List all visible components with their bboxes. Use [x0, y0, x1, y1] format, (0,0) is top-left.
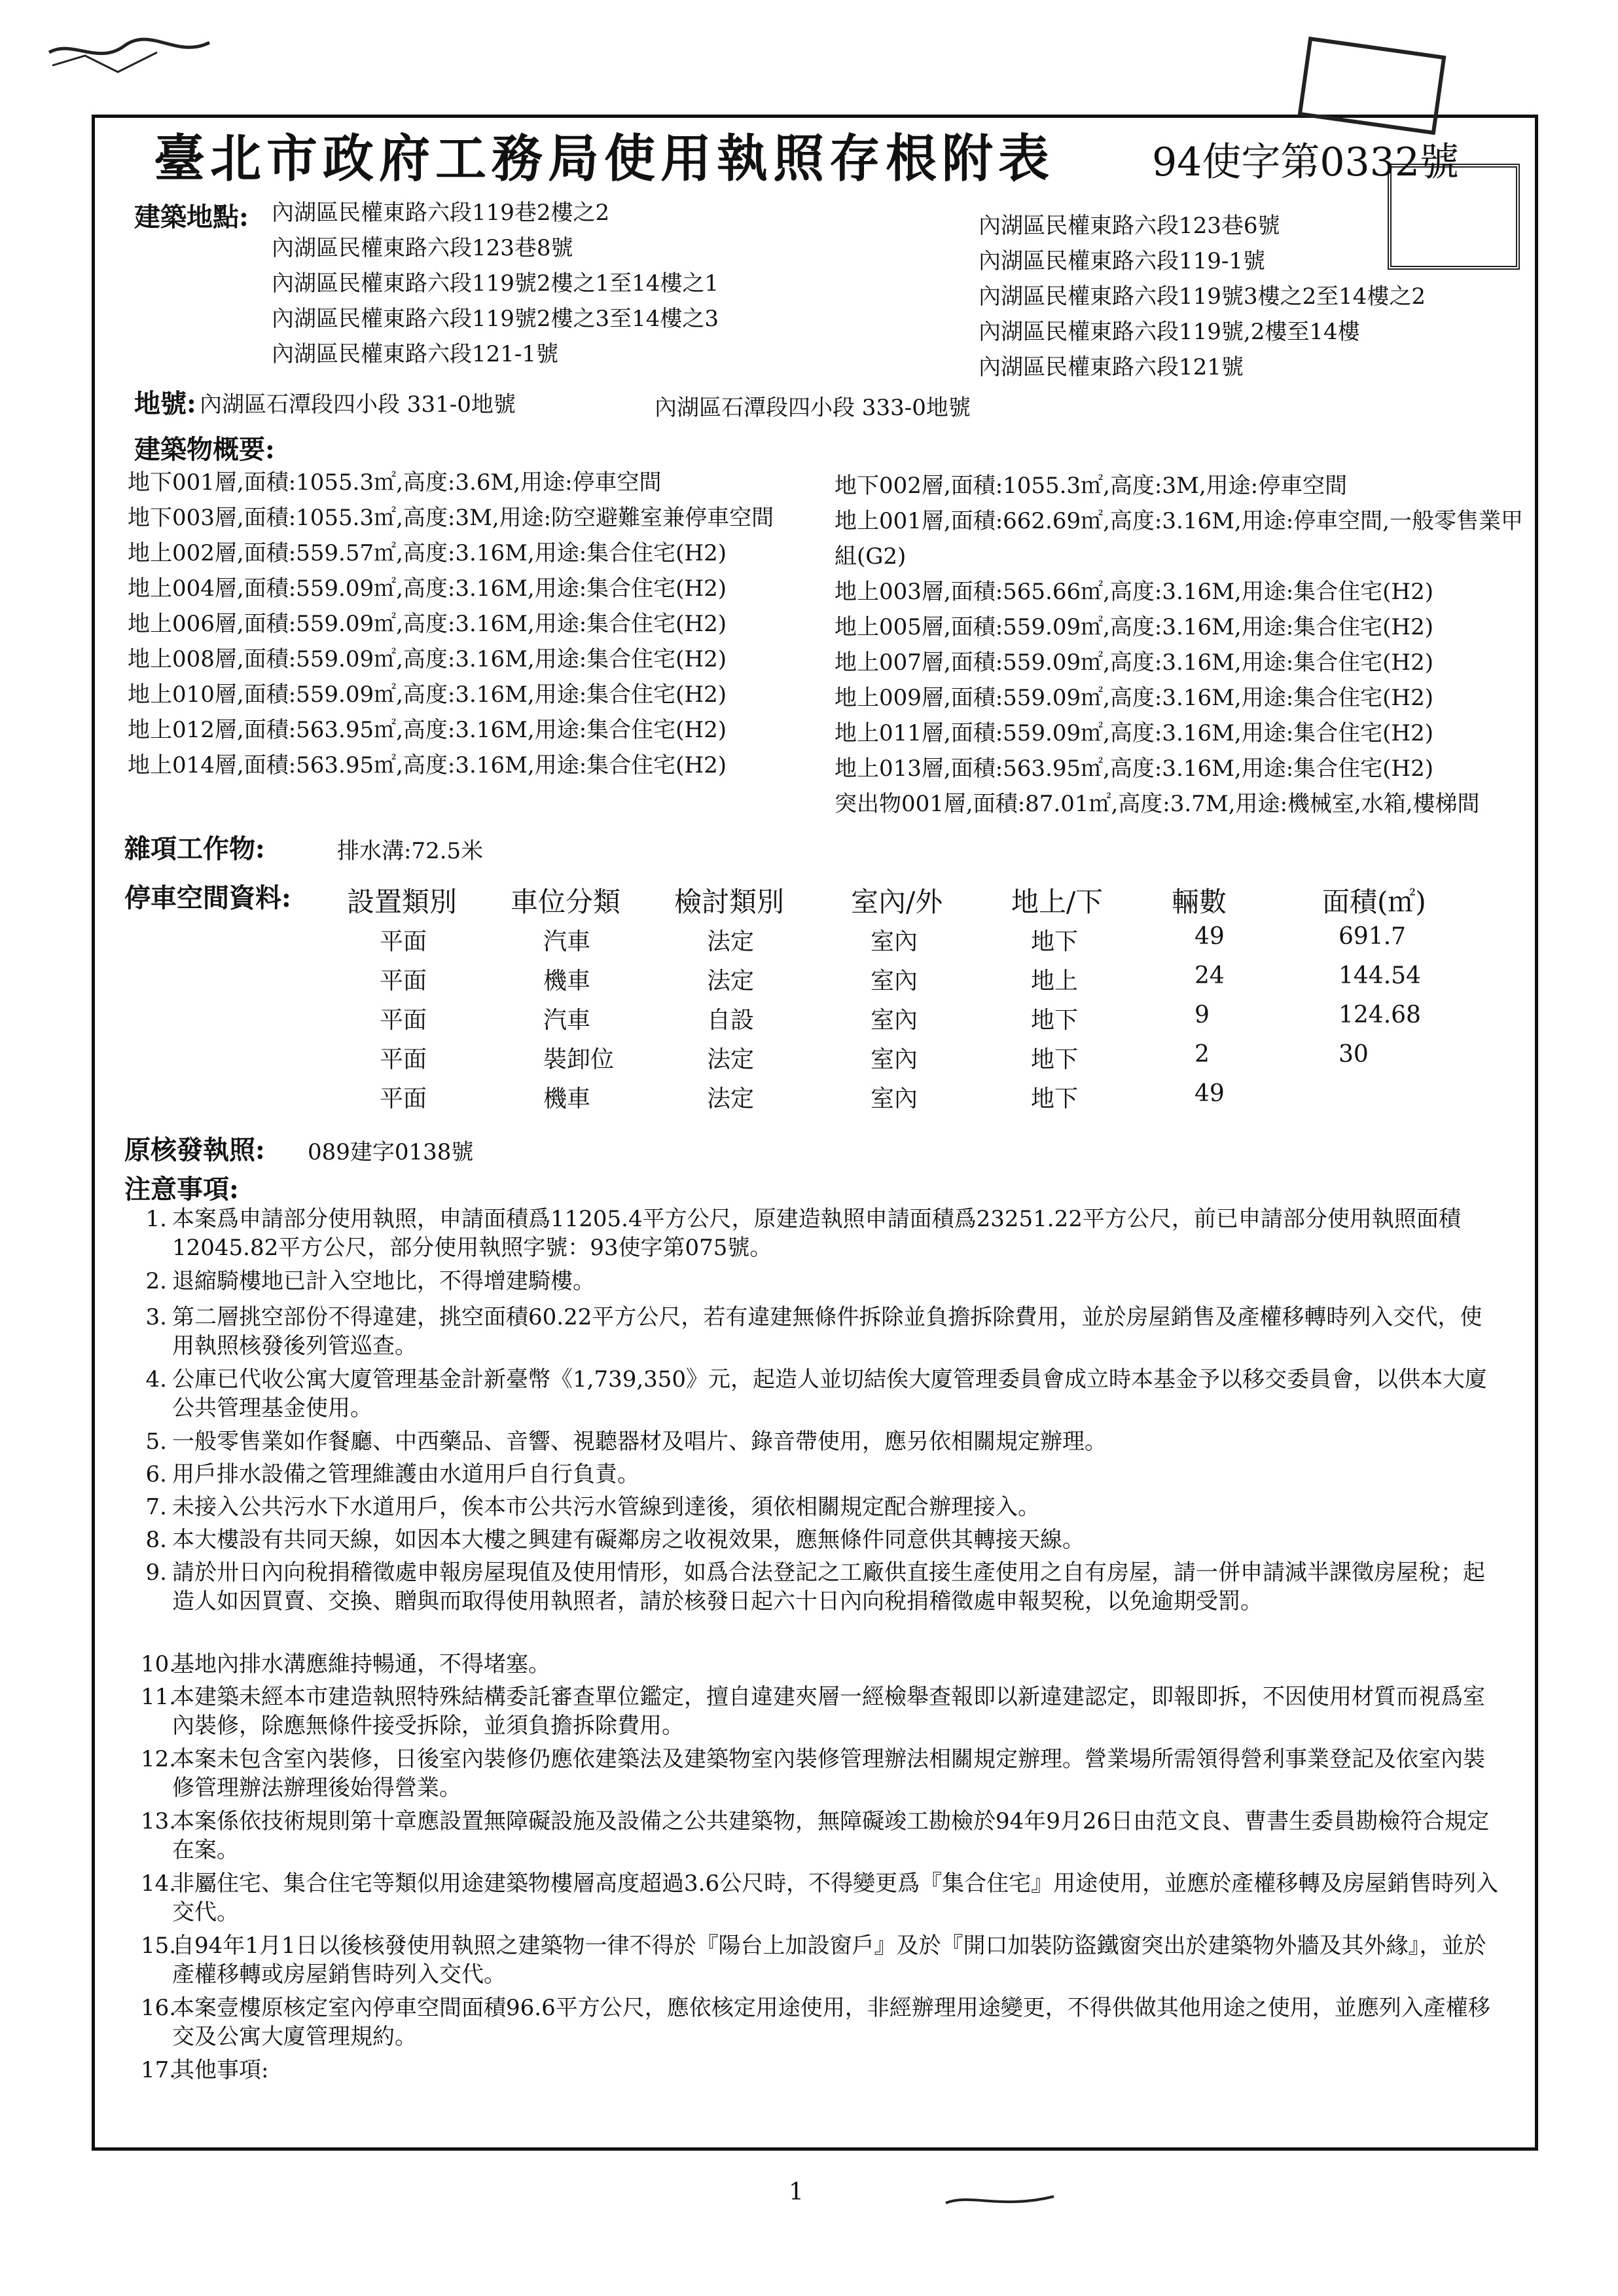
note-number: 12.	[141, 1746, 177, 1772]
parking-cell: 自設	[707, 1007, 755, 1034]
misc-works-label: 雜項工作物:	[124, 833, 265, 864]
parking-header-cell: 檢討類別	[674, 886, 785, 918]
overview-right	[835, 468, 1528, 822]
site-address-line: 內湖區民權東路六段119號2樓之3至14樓之3	[272, 306, 719, 332]
site-address-line: 內湖區民權東路六段119巷2樓之2	[272, 200, 610, 226]
site-address-right	[979, 208, 1426, 385]
note-number: 4.	[145, 1366, 167, 1393]
note-number: 11.	[141, 1684, 177, 1710]
note-number: 7.	[145, 1494, 167, 1520]
parking-cell: 地下	[1031, 1085, 1079, 1112]
parking-cell: 平面	[380, 1007, 427, 1034]
misc-works-value: 排水溝:72.5米	[337, 838, 484, 864]
floor-entry: 地上012層,面積:563.95㎡,高度:3.16M,用途:集合住宅(H2)	[128, 717, 727, 743]
parking-cell: 49	[1195, 923, 1225, 950]
parking-cell: 平面	[380, 928, 427, 955]
parking-cell: 機車	[543, 1085, 591, 1112]
note-item	[141, 1745, 1515, 1802]
parking-header-cell: 設置類別	[347, 886, 458, 918]
note-item	[141, 1683, 1515, 1740]
table-row	[0, 1080, 1618, 1120]
original-permit-value: 089建字0138號	[308, 1139, 474, 1165]
floor-entry: 地上009層,面積:559.09㎡,高度:3.16M,用途:集合住宅(H2)	[835, 685, 1433, 711]
site-address-left	[272, 195, 719, 372]
scan-mark-top-left	[46, 26, 216, 79]
page-number: 1	[789, 2179, 804, 2206]
parking-cell: 汽車	[543, 1007, 591, 1034]
note-item	[141, 1525, 1515, 1554]
parking-cell: 室內	[871, 968, 918, 994]
note-text: 自94年1月1日以後核發使用執照之建築物一律不得於『陽台上加設窗戶』及於『開口加裝防盜鐵窗突出於建築物外牆及其外緣』，並於產權移轉或房屋銷售時列入交代。	[172, 1933, 1486, 1988]
floor-entry: 地上005層,面積:559.09㎡,高度:3.16M,用途:集合住宅(H2)	[835, 614, 1433, 640]
note-item	[141, 1303, 1515, 1360]
original-permit-label: 原核發執照:	[124, 1135, 265, 1165]
floor-entry: 突出物001層,面積:87.01㎡,高度:3.7M,用途:機械室,水箱,樓梯間	[835, 791, 1480, 817]
note-text: 基地內排水溝應維持暢通，不得堵塞。	[172, 1651, 550, 1677]
note-item	[141, 1205, 1515, 1262]
note-item	[141, 1427, 1515, 1456]
note-item	[141, 1931, 1515, 1989]
note-item	[141, 1267, 1515, 1296]
table-row	[0, 1041, 1618, 1080]
parking-header-cell: 車位分類	[511, 886, 621, 918]
site-address-label: 建築地點:	[134, 202, 249, 232]
parking-cell: 9	[1195, 1002, 1210, 1029]
note-text: 公庫已代收公寓大廈管理基金計新臺幣《1,739,350》元，起造人並切結俟大廈管理委員會成立時本基金予以移交委員會，以供本大廈公共管理基金使用。	[172, 1366, 1488, 1421]
note-text: 未接入公共污水下水道用戶，俟本市公共污水管線到達後，須依相關規定配合辦理接入。	[172, 1494, 1040, 1520]
parking-cell: 平面	[380, 1046, 427, 1073]
parking-cell: 地上	[1031, 968, 1079, 994]
parking-header-cell: 地上/下	[1011, 886, 1104, 918]
overview-left	[128, 465, 821, 783]
site-address-line: 內湖區民權東路六段123巷8號	[272, 235, 573, 261]
note-text: 本案係依技術規則第十章應設置無障礙設施及設備之公共建築物，無障礙竣工勘檢於94年9月26日由范文良、曹書生委員勘檢符合規定在案。	[172, 1808, 1490, 1863]
parking-cell: 室內	[871, 928, 918, 955]
notes-label: 注意事項:	[124, 1174, 239, 1205]
permit-number: 94使字第0332號	[1152, 139, 1460, 185]
floor-entry: 地上011層,面積:559.09㎡,高度:3.16M,用途:集合住宅(H2)	[835, 720, 1433, 746]
note-item	[141, 1460, 1515, 1489]
parking-cell: 691.7	[1339, 923, 1407, 950]
parking-cell: 地下	[1031, 1007, 1079, 1034]
parking-cell: 室內	[871, 1046, 918, 1073]
site-address-line: 內湖區民權東路六段123巷6號	[979, 213, 1280, 239]
floor-entry: 地上010層,面積:559.09㎡,高度:3.16M,用途:集合住宅(H2)	[128, 682, 727, 708]
floor-entry: 地上001層,面積:662.69㎡,高度:3.16M,用途:停車空間,一般零售業甲組(G2)	[835, 508, 1523, 570]
table-row	[0, 1002, 1618, 1041]
note-number: 6.	[145, 1461, 167, 1487]
note-text: 退縮騎樓地已計入空地比，不得增建騎樓。	[172, 1268, 595, 1294]
parking-cell: 124.68	[1339, 1002, 1421, 1029]
note-text: 用戶排水設備之管理維護由水道用戶自行負責。	[172, 1461, 639, 1487]
note-text: 本案爲申請部分使用執照，申請面積爲11205.4平方公尺，原建造執照申請面積爲23251.22平方公尺，前已申請部分使用執照面積12045.82平方公尺，部分使用執照字號：93使字第075號。	[172, 1206, 1461, 1261]
parking-header-cell: 室內/外	[851, 886, 943, 918]
note-item	[141, 1493, 1515, 1522]
scan-mark-bottom	[943, 2187, 1060, 2213]
parking-cell: 地下	[1031, 1046, 1079, 1073]
site-address-line: 內湖區民權東路六段121-1號	[272, 341, 559, 367]
site-address-line: 內湖區民權東路六段119號3樓之2至14樓之2	[979, 283, 1426, 310]
floor-entry: 地上002層,面積:559.57㎡,高度:3.16M,用途:集合住宅(H2)	[128, 540, 727, 566]
note-text: 一般零售業如作餐廳、中西藥品、音響、視聽器材及唱片、錄音帶使用，應另依相關規定辦理。	[172, 1429, 1107, 1455]
parking-cell: 法定	[707, 928, 755, 955]
overview-label: 建築物概要:	[134, 434, 275, 465]
parking-cell: 機車	[543, 968, 591, 994]
parking-cell: 裝卸位	[543, 1046, 615, 1073]
note-number: 14.	[141, 1870, 177, 1897]
floor-entry: 地上004層,面積:559.09㎡,高度:3.16M,用途:集合住宅(H2)	[128, 575, 727, 602]
lot-label: 地號:	[134, 388, 196, 419]
note-number: 16.	[141, 1995, 177, 2021]
note-item	[141, 1650, 1515, 1679]
parking-cell: 法定	[707, 968, 755, 994]
note-text: 非屬住宅、集合住宅等類似用途建築物樓層高度超過3.6公尺時，不得變更爲『集合住宅』用途使用，並應於產權移轉及房屋銷售時列入交代。	[172, 1870, 1499, 1925]
table-row	[0, 962, 1618, 1002]
floor-entry: 地上006層,面積:559.09㎡,高度:3.16M,用途:集合住宅(H2)	[128, 611, 727, 637]
floor-entry: 地上007層,面積:559.09㎡,高度:3.16M,用途:集合住宅(H2)	[835, 649, 1433, 676]
note-item	[141, 1558, 1515, 1616]
site-address-line: 內湖區民權東路六段119-1號	[979, 248, 1266, 274]
note-text: 其他事項:	[172, 2057, 269, 2083]
table-row	[0, 923, 1618, 962]
note-number: 17.	[141, 2057, 177, 2083]
parking-cell: 平面	[380, 968, 427, 994]
parking-cell: 24	[1195, 962, 1225, 989]
floor-entry: 地上013層,面積:563.95㎡,高度:3.16M,用途:集合住宅(H2)	[835, 756, 1433, 782]
lot-item: 內湖區石潭段四小段 333-0地號	[655, 395, 971, 421]
parking-cell: 2	[1195, 1041, 1210, 1068]
parking-cell: 法定	[707, 1046, 755, 1073]
parking-cell: 法定	[707, 1085, 755, 1112]
note-number: 5.	[145, 1429, 167, 1455]
parking-header	[0, 881, 1618, 920]
parking-cell: 室內	[871, 1007, 918, 1034]
note-number: 15.	[141, 1933, 177, 1959]
parking-header-cell: 面積(㎡)	[1322, 886, 1426, 918]
lot-item: 內湖區石潭段四小段 331-0地號	[200, 392, 516, 418]
document-title: 臺北市政府工務局使用執照存根附表	[154, 129, 1055, 189]
note-number: 8.	[145, 1527, 167, 1553]
parking-label: 停車空間資料:	[124, 883, 291, 913]
site-address-line: 內湖區民權東路六段119號2樓之1至14樓之1	[272, 270, 719, 297]
note-number: 10.	[141, 1651, 177, 1677]
parking-cell: 室內	[871, 1085, 918, 1112]
site-address-line: 內湖區民權東路六段119號,2樓至14樓	[979, 319, 1360, 345]
note-text: 請於卅日內向稅捐稽徵處申報房屋現值及使用情形，如爲合法登記之工廠供直接生產使用之自有房屋，請一併申請減半課徵房屋稅；起造人如因買賣、交換、贈與而取得使用執照者，請於核發日起六十日內向稅捐稽徵處申報契稅，以免逾期受罰。	[172, 1559, 1485, 1614]
floor-entry: 地下002層,面積:1055.3㎡,高度:3M,用途:停車空間	[835, 473, 1348, 499]
parking-cell: 144.54	[1339, 962, 1421, 989]
floor-entry: 地上014層,面積:563.95㎡,高度:3.16M,用途:集合住宅(H2)	[128, 752, 727, 778]
parking-header-cell: 輛數	[1172, 886, 1227, 918]
note-text: 本大樓設有共同天線，如因本大樓之興建有礙鄰房之收視效果，應無條件同意供其轉接天線。	[172, 1527, 1085, 1553]
floor-entry: 地上008層,面積:559.09㎡,高度:3.16M,用途:集合住宅(H2)	[128, 646, 727, 672]
parking-cell: 平面	[380, 1085, 427, 1112]
note-number: 9.	[145, 1559, 167, 1586]
note-number: 3.	[145, 1304, 167, 1330]
note-item	[141, 2056, 1515, 2085]
site-address-line: 內湖區民權東路六段121號	[979, 354, 1244, 380]
note-number: 2.	[145, 1268, 167, 1294]
note-number: 1.	[145, 1206, 167, 1232]
parking-cell: 地下	[1031, 928, 1079, 955]
note-text: 本建築未經本市建造執照特殊結構委託審查單位鑑定，擅自違建夾層一經檢舉查報即以新違建認定，即報即拆，不因使用材質而視爲室內裝修，除應無條件接受拆除，並須負擔拆除費用。	[172, 1684, 1485, 1739]
note-text: 本案壹樓原核定室內停車空間面積96.6平方公尺，應依核定用途使用，非經辦理用途變更，不得供做其他用途之使用，並應列入產權移交及公寓大廈管理規約。	[172, 1995, 1490, 2050]
note-item	[141, 1365, 1515, 1423]
note-item	[141, 1807, 1515, 1865]
note-item	[141, 1869, 1515, 1927]
floor-entry: 地下003層,面積:1055.3㎡,高度:3M,用途:防空避難室兼停車空間	[128, 505, 774, 531]
parking-cell: 30	[1339, 1041, 1369, 1068]
parking-cell: 49	[1195, 1080, 1225, 1107]
parking-cell: 汽車	[543, 928, 591, 955]
note-item	[141, 1994, 1515, 2051]
note-text: 第二層挑空部份不得違建，挑空面積60.22平方公尺，若有違建無條件拆除並負擔拆除費用，並於房屋銷售及產權移轉時列入交代，使用執照核發後列管巡查。	[172, 1304, 1483, 1359]
note-text: 本案未包含室內裝修，日後室內裝修仍應依建築法及建築物室內裝修管理辦法相關規定辦理。營業場所需領得營利事業登記及依室內裝修管理辦法辦理後始得營業。	[172, 1746, 1485, 1801]
floor-entry: 地上003層,面積:565.66㎡,高度:3.16M,用途:集合住宅(H2)	[835, 579, 1433, 605]
floor-entry: 地下001層,面積:1055.3㎡,高度:3.6M,用途:停車空間	[128, 469, 662, 496]
note-number: 13.	[141, 1808, 177, 1834]
